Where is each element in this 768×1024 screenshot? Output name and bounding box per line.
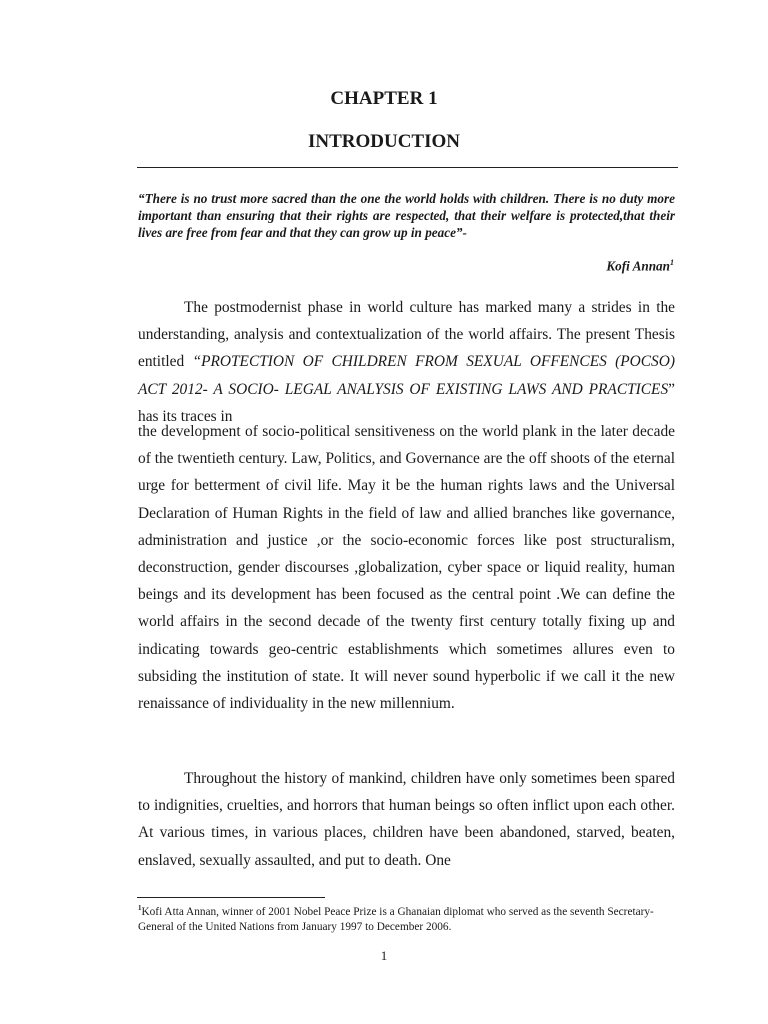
footnote: [138, 901, 678, 935]
footnote-reference: 1: [670, 258, 674, 267]
heading-divider: [137, 167, 678, 168]
chapter-heading: CHAPTER 1: [330, 88, 438, 109]
footnote-text: Kofi Atta Annan, winner of 2001 Nobel Peace Prize is a Ghanaian diplomat who served as the seventh Secretary-General of the United Nations from January 1997 to December 2006.: [138, 905, 654, 933]
epigraph-author: [606, 258, 674, 274]
paragraph-1-lead: The postmodernist phase in world culture has marked many a strides in the understanding, analysis and contextualization of the world affairs. The present Thesis entitled: [138, 299, 675, 371]
paragraph-3: Throughout the history of mankind, children have only sometimes been spared to indignities, cruelties, and horrors that human beings so often inflict upon each other. At various times, in various places, children have been abandoned, starved, beaten, enslaved, sexually assaulted, and put to death. One: [138, 770, 675, 869]
footnote-divider: [137, 897, 325, 898]
chapter-title: INTRODUCTION: [307, 131, 461, 152]
paragraph-2: the development of socio-political sensitiveness on the world plank in the later decade of the twentieth century. Law, Politics, and Governance are the off shoots of the eternal urge for betterment of civil life. May it be the human rights laws and the Universal Declaration of Human Rights in the field of law and allied branches like governance, administration and justice ,or the socio-economic forces like post structuralism, deconstruction, gender discourses ,globalization, cyber space or liquid reality, human beings and its development has been focused as the central point .We can define the world affairs in the second decade of the twenty first century totally fixing up and indicating towards geo-centric establishments which sometimes allures even to subsiding the institution of state. It will never sound hyperbolic if we call it the new renaissance of individuality in the new millennium.: [138, 423, 675, 713]
thesis-title: “PROTECTION OF CHILDREN FROM SEXUAL OFFENCES (POCSO) ACT 2012- A SOCIO- LEGAL ANALYSIS OF EXISTING LAWS AND PRACTICES: [138, 353, 675, 398]
page-number: 1: [380, 948, 388, 963]
epigraph-quote: “There is no trust more sacred than the one the world holds with children. There is no duty more important than ensuring that their rights are respected, that their welfare is protected,that their lives are free from fear and that they can grow up in peace”-: [138, 191, 675, 240]
author-name: Kofi Annan: [606, 258, 670, 274]
paragraph-1: [138, 294, 675, 430]
paragraph-1-tail: ” has its traces in: [138, 380, 675, 425]
footnote-mark: 1: [138, 904, 142, 912]
